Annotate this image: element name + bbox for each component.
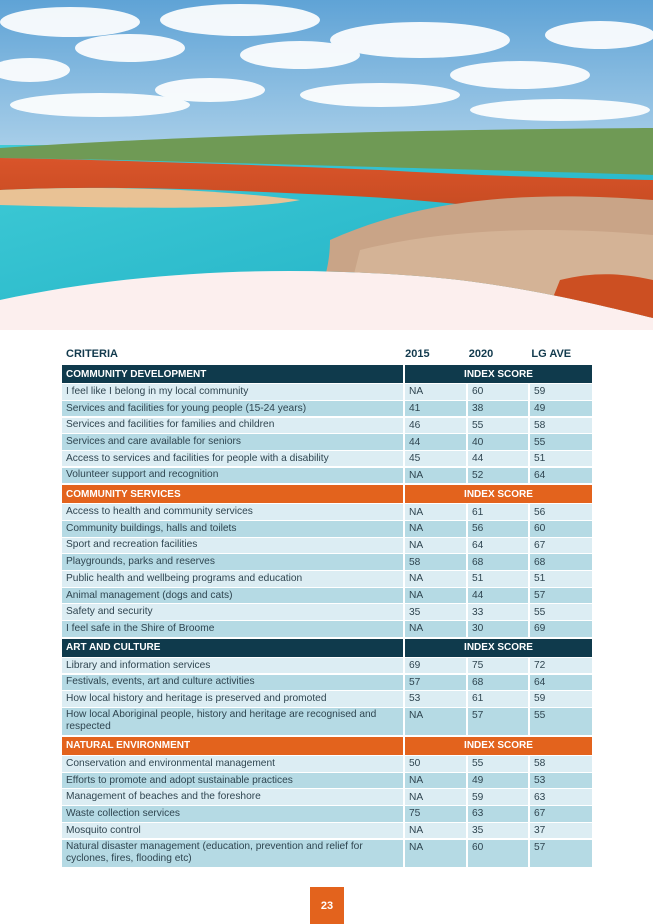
table-row xyxy=(62,384,592,400)
section-title: ART AND CULTURE xyxy=(66,642,161,654)
score-2020-cell: 64 xyxy=(468,538,528,554)
lg-average-cell: 55 xyxy=(530,434,592,450)
score-2020-cell: 57 xyxy=(468,708,528,735)
score-2020-cell: 68 xyxy=(468,675,528,691)
score-2020-cell: 68 xyxy=(468,554,528,570)
criteria-cell: Playgrounds, parks and reserves xyxy=(62,554,403,570)
lg-average-cell: 51 xyxy=(530,571,592,587)
lg-average-cell: 67 xyxy=(530,806,592,822)
year-2020-header: 2020 xyxy=(468,348,494,360)
section-natural-environment xyxy=(62,737,592,755)
score-2015-cell: 45 xyxy=(405,451,466,467)
table-row xyxy=(62,621,592,637)
table-row xyxy=(62,823,592,839)
section-art-and-culture xyxy=(62,639,592,657)
score-2015-cell: 50 xyxy=(405,756,466,772)
score-2020-cell: 55 xyxy=(468,418,528,434)
score-2015-cell: NA xyxy=(405,521,466,537)
score-2015-cell: 53 xyxy=(405,691,466,707)
criteria-cell: How local history and heritage is preserved and promoted xyxy=(62,691,403,707)
lg-average-cell: 56 xyxy=(530,504,592,520)
score-2015-cell: NA xyxy=(405,773,466,789)
criteria-cell: Community buildings, halls and toilets xyxy=(62,521,403,537)
lg-average-cell: 57 xyxy=(530,840,592,867)
lg-average-cell: 60 xyxy=(530,521,592,537)
lg-average-cell: 67 xyxy=(530,538,592,554)
lg-average-header: LG AVE xyxy=(531,348,572,360)
score-2020-cell: 38 xyxy=(468,401,528,417)
lg-average-cell: 55 xyxy=(530,604,592,620)
table-row xyxy=(62,451,592,467)
criteria-cell: How local Aboriginal people, history and heritage are recognised and respected xyxy=(62,708,403,735)
index-score-label: INDEX SCORE xyxy=(403,365,592,383)
table-row xyxy=(62,418,592,434)
score-2020-cell: 51 xyxy=(468,571,528,587)
hero-coastline-image xyxy=(0,0,653,330)
table-row xyxy=(62,658,592,674)
score-2015-cell: 44 xyxy=(405,434,466,450)
criteria-cell: Access to services and facilities for people with a disability xyxy=(62,451,403,467)
table-row xyxy=(62,604,592,620)
lg-average-cell: 49 xyxy=(530,401,592,417)
criteria-cell: Waste collection services xyxy=(62,806,403,822)
score-2020-cell: 35 xyxy=(468,823,528,839)
table-row xyxy=(62,840,592,867)
criteria-cell: Public health and wellbeing programs and education xyxy=(62,571,403,587)
table-row xyxy=(62,504,592,520)
score-2020-cell: 44 xyxy=(468,451,528,467)
score-2020-cell: 56 xyxy=(468,521,528,537)
score-2020-cell: 33 xyxy=(468,604,528,620)
criteria-cell: Access to health and community services xyxy=(62,504,403,520)
criteria-cell: Management of beaches and the foreshore xyxy=(62,789,403,805)
lg-average-cell: 51 xyxy=(530,451,592,467)
score-2020-cell: 40 xyxy=(468,434,528,450)
score-2015-cell: 69 xyxy=(405,658,466,674)
lg-average-cell: 58 xyxy=(530,756,592,772)
score-2015-cell: NA xyxy=(405,708,466,735)
criteria-cell: Safety and security xyxy=(62,604,403,620)
criteria-cell: Festivals, events, art and culture activities xyxy=(62,675,403,691)
index-score-label: INDEX SCORE xyxy=(403,639,592,657)
lg-average-cell: 53 xyxy=(530,773,592,789)
criteria-cell: Animal management (dogs and cats) xyxy=(62,588,403,604)
index-score-label: INDEX SCORE xyxy=(403,737,592,755)
table-row xyxy=(62,773,592,789)
lg-average-cell: 58 xyxy=(530,418,592,434)
score-2015-cell: NA xyxy=(405,571,466,587)
score-2020-cell: 61 xyxy=(468,691,528,707)
table-row xyxy=(62,538,592,554)
score-2015-cell: NA xyxy=(405,823,466,839)
lg-average-cell: 68 xyxy=(530,554,592,570)
criteria-cell: Services and facilities for families and children xyxy=(62,418,403,434)
score-2015-cell: NA xyxy=(405,588,466,604)
criteria-cell: Services and care available for seniors xyxy=(62,434,403,450)
score-2015-cell: 57 xyxy=(405,675,466,691)
table-row xyxy=(62,434,592,450)
table-row xyxy=(62,588,592,604)
score-2020-cell: 49 xyxy=(468,773,528,789)
score-2015-cell: 41 xyxy=(405,401,466,417)
section-community-services xyxy=(62,485,592,503)
criteria-cell: I feel like I belong in my local community xyxy=(62,384,403,400)
score-2015-cell: NA xyxy=(405,384,466,400)
lg-average-cell: 59 xyxy=(530,384,592,400)
score-2015-cell: 58 xyxy=(405,554,466,570)
section-community-development xyxy=(62,365,592,383)
score-2020-cell: 60 xyxy=(468,384,528,400)
year-2015-header: 2015 xyxy=(405,348,430,360)
score-2020-cell: 55 xyxy=(468,756,528,772)
score-2020-cell: 60 xyxy=(468,840,528,867)
table-header-row xyxy=(62,345,592,363)
criteria-cell: Services and facilities for young people (15-24 years) xyxy=(62,401,403,417)
criteria-cell: Mosquito control xyxy=(62,823,403,839)
lg-average-cell: 64 xyxy=(530,468,592,484)
page-number: 23 xyxy=(310,887,344,924)
table-row xyxy=(62,708,592,735)
table-row xyxy=(62,571,592,587)
criteria-cell: Natural disaster management (education, prevention and relief for cyclones, fires, flooding etc) xyxy=(62,840,403,867)
criteria-cell: I feel safe in the Shire of Broome xyxy=(62,621,403,637)
score-2015-cell: 46 xyxy=(405,418,466,434)
score-2015-cell: NA xyxy=(405,840,466,867)
table-row xyxy=(62,806,592,822)
section-title: COMMUNITY DEVELOPMENT xyxy=(66,368,207,380)
score-2015-cell: NA xyxy=(405,504,466,520)
lg-average-cell: 37 xyxy=(530,823,592,839)
score-2020-cell: 44 xyxy=(468,588,528,604)
score-2015-cell: NA xyxy=(405,538,466,554)
table-row xyxy=(62,675,592,691)
table-row xyxy=(62,554,592,570)
section-title: NATURAL ENVIRONMENT xyxy=(66,740,191,752)
table-row xyxy=(62,468,592,484)
table-row xyxy=(62,401,592,417)
community-scorecard-table xyxy=(62,345,592,867)
table-row xyxy=(62,521,592,537)
lg-average-cell: 57 xyxy=(530,588,592,604)
criteria-cell: Sport and recreation facilities xyxy=(62,538,403,554)
criteria-cell: Volunteer support and recognition xyxy=(62,468,403,484)
score-2015-cell: 35 xyxy=(405,604,466,620)
criteria-cell: Efforts to promote and adopt sustainable practices xyxy=(62,773,403,789)
index-score-label: INDEX SCORE xyxy=(403,485,592,503)
lg-average-cell: 55 xyxy=(530,708,592,735)
section-title: COMMUNITY SERVICES xyxy=(66,488,181,500)
lg-average-cell: 64 xyxy=(530,675,592,691)
score-2020-cell: 59 xyxy=(468,789,528,805)
criteria-cell: Library and information services xyxy=(62,658,403,674)
score-2015-cell: NA xyxy=(405,468,466,484)
score-2020-cell: 63 xyxy=(468,806,528,822)
table-row xyxy=(62,789,592,805)
lg-average-cell: 69 xyxy=(530,621,592,637)
criteria-cell: Conservation and environmental management xyxy=(62,756,403,772)
score-2015-cell: NA xyxy=(405,621,466,637)
lg-average-cell: 63 xyxy=(530,789,592,805)
score-2020-cell: 75 xyxy=(468,658,528,674)
criteria-header: CRITERIA xyxy=(66,348,118,360)
table-row xyxy=(62,691,592,707)
lg-average-cell: 72 xyxy=(530,658,592,674)
score-2020-cell: 30 xyxy=(468,621,528,637)
lg-average-cell: 59 xyxy=(530,691,592,707)
score-2020-cell: 52 xyxy=(468,468,528,484)
score-2015-cell: 75 xyxy=(405,806,466,822)
score-2020-cell: 61 xyxy=(468,504,528,520)
score-2015-cell: NA xyxy=(405,789,466,805)
table-row xyxy=(62,756,592,772)
